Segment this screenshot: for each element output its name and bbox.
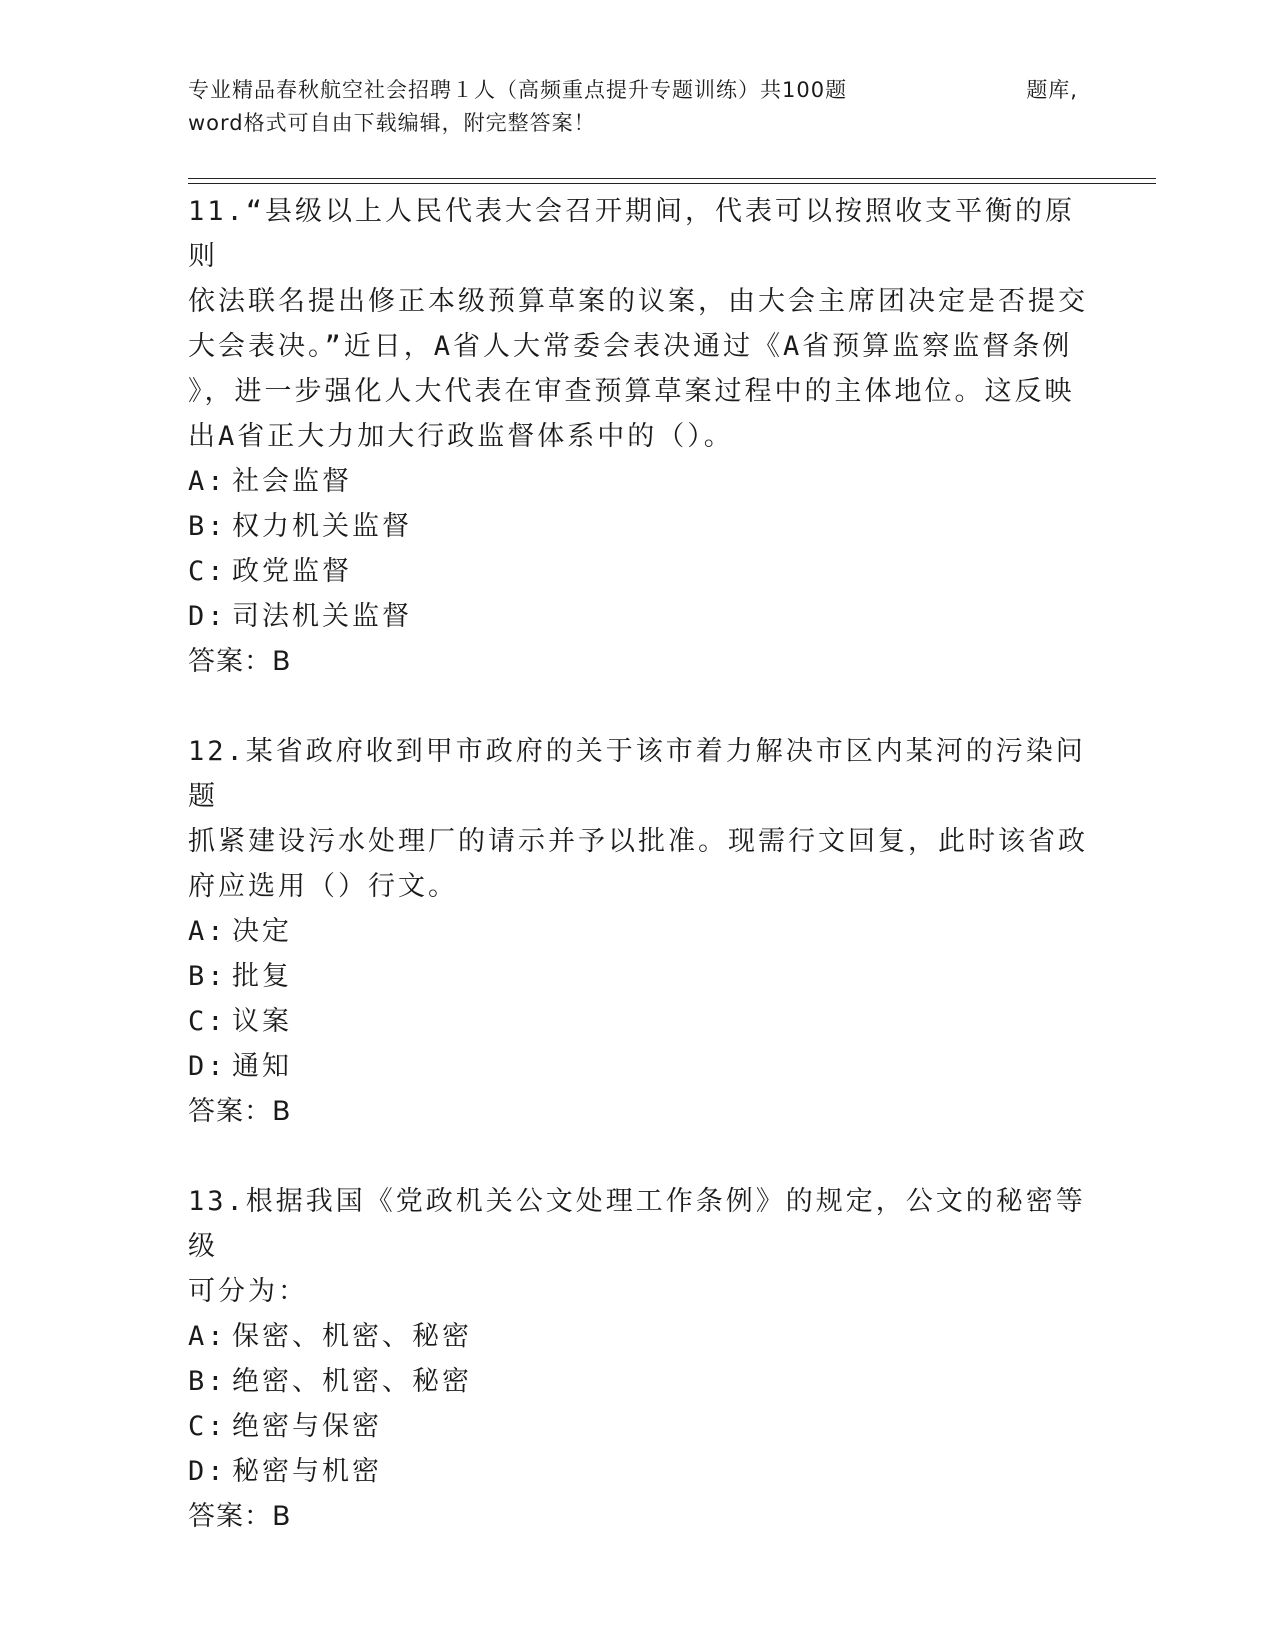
- option-letter: D:: [188, 601, 227, 632]
- option-letter: B:: [188, 511, 227, 542]
- option-text: 通知: [232, 1051, 292, 1082]
- option-text: 政党监督: [232, 556, 352, 587]
- option-text: 司法机关监督: [232, 601, 412, 632]
- option-d: [188, 594, 1088, 639]
- question-12: [188, 729, 1088, 1134]
- question-list: [188, 189, 1088, 1584]
- answer-line: 答案：B: [188, 1096, 292, 1127]
- header-divider-secondary: [188, 183, 1156, 184]
- question-stem: 13.根据我国《党政机关公文处理工作条例》的规定，公文的秘密等级 可分为：: [188, 1186, 1086, 1307]
- option-letter: B:: [188, 1366, 227, 1397]
- option-d: [188, 1449, 1088, 1494]
- option-d: [188, 1044, 1088, 1089]
- header-title-suffix: 题库,: [1026, 78, 1078, 102]
- answer-line: 答案：B: [188, 646, 292, 677]
- question-11: [188, 189, 1088, 684]
- option-c: [188, 999, 1088, 1044]
- option-c: [188, 1404, 1088, 1449]
- option-letter: B:: [188, 961, 227, 992]
- page-header: [188, 74, 1078, 140]
- option-letter: C:: [188, 1006, 227, 1037]
- option-text: 保密、机密、秘密: [232, 1321, 472, 1352]
- option-letter: A:: [188, 916, 227, 947]
- option-b: [188, 954, 1088, 999]
- option-text: 绝密、机密、秘密: [232, 1366, 472, 1397]
- option-text: 秘密与机密: [232, 1456, 382, 1487]
- header-title: 专业精品春秋航空社会招聘１人（高频重点提升专题训练）共100题: [188, 78, 848, 102]
- option-text: 批复: [232, 961, 292, 992]
- option-a: [188, 459, 1088, 504]
- option-letter: C:: [188, 556, 227, 587]
- option-a: [188, 909, 1088, 954]
- option-text: 绝密与保密: [232, 1411, 382, 1442]
- question-stem: 12.某省政府收到甲市政府的关于该市着力解决市区内某河的污染问题 抓紧建设污水处理厂的请示并予以批准。现需行文回复，此时该省政 府应选用（）行文。: [188, 736, 1088, 902]
- option-text: 议案: [232, 1006, 292, 1037]
- option-text: 权力机关监督: [232, 511, 412, 542]
- option-text: 社会监督: [232, 466, 352, 497]
- option-letter: D:: [188, 1456, 227, 1487]
- answer-line: 答案：B: [188, 1501, 292, 1532]
- option-c: [188, 549, 1088, 594]
- question-13: [188, 1179, 1088, 1539]
- option-letter: D:: [188, 1051, 227, 1082]
- header-subtitle: word格式可自由下载编辑，附完整答案！: [188, 111, 596, 135]
- option-letter: A:: [188, 466, 227, 497]
- option-letter: C:: [188, 1411, 227, 1442]
- question-stem: 11.“县级以上人民代表大会召开期间，代表可以按照收支平衡的原则 依法联名提出修正本级预算草案的议案，由大会主席团决定是否提交 大会表决。”近日，A省人大常委会表决通过《A省预算监察监督条例 》，进一步强化人大代表在审查预算草案过程中的主体地位。这反映 出A省正大力加大行政监督体系中的（）。: [188, 196, 1088, 452]
- option-b: [188, 1359, 1088, 1404]
- header-line-1: [188, 74, 1078, 107]
- header-divider: [188, 178, 1156, 179]
- option-b: [188, 504, 1088, 549]
- option-a: [188, 1314, 1088, 1359]
- option-text: 决定: [232, 916, 292, 947]
- option-letter: A:: [188, 1321, 227, 1352]
